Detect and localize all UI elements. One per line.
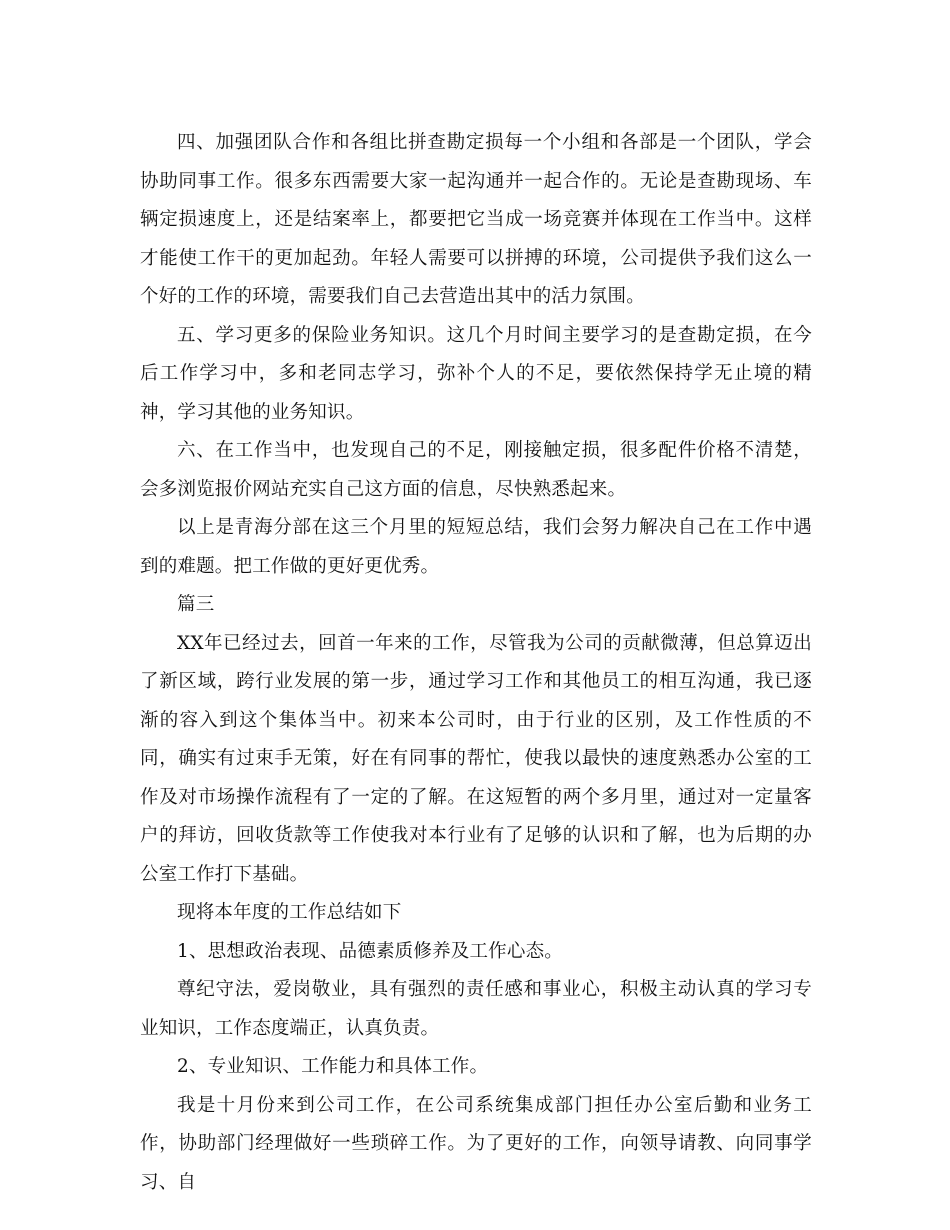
paragraph-summary-intro: 现将本年度的工作总结如下 bbox=[177, 902, 402, 923]
paragraph-year-review: XX年已经过去，回首一年来的工作，尽管我为公司的贡献微薄，但总算迈出了新区域，跨行业发展的第一步，通过学习工作和其他员工的相互沟通，我已逐渐的容入到这个集体当中。初来本公司时，由于行业的区别，及工作性质的不同，确实有过束手无策，好在有同事的帮忙，使我以最快的速度熟悉办公室的工作及对市场操作流程有了一定的了解。在这短暂的两个多月里，通过对一定量客户的拜访，回收货款等工作使我对本行业有了足够的认识和了解，也为后期的办公室工作打下基础。 bbox=[140, 632, 812, 885]
item-heading-1: 1、思想政治表现、品德素质修养及工作心态。 bbox=[177, 940, 563, 962]
paragraph-5-insurance-knowledge: 五、学习更多的保险业务知识。这几个月时间主要学习的是查勘定损，在今后工作学习中，多和老同志学习，弥补个人的不足，要依然保持学无止境的精神，学习其他的业务知识。 bbox=[140, 324, 812, 423]
item-heading-2: 2、专业知识、工作能力和具体工作。 bbox=[177, 1056, 489, 1077]
paragraph-summary-conclusion: 以上是青海分部在这三个月里的短短总结，我们会努力解决自己在工作中遇到的难题。把工作做的更好更优秀。 bbox=[140, 517, 812, 577]
document-body bbox=[140, 124, 812, 1202]
paragraph-4-teamwork: 四、加强团队合作和各组比拼查勘定损每一个小组和各部是一个团队，学会协助同事工作。很多东西需要大家一起沟通并一起合作的。无论是查勘现场、车辆定损速度上，还是结案率上，都要把它当成一场竞赛并体现在工作当中。这样才能使工作干的更加起劲。年轻人需要可以拼搏的环境，公司提供予我们这么一个好的工作的环境，需要我们自己去营造出其中的活力氛围。 bbox=[140, 132, 812, 307]
paragraph-6-shortcomings: 六、在工作当中，也发现自己的不足，刚接触定损，很多配件价格不清楚，会多浏览报价网站充实自己这方面的信息，尽快熟悉起来。 bbox=[140, 440, 812, 500]
section-heading-part-three: 篇三 bbox=[177, 594, 215, 615]
paragraph-item-1-body: 尊纪守法，爱岗敬业，具有强烈的责任感和事业心，积极主动认真的学习专业知识，工作态度端正，认真负责。 bbox=[140, 979, 812, 1039]
paragraph-item-2-body: 我是十月份来到公司工作，在公司系统集成部门担任办公室后勤和业务工作，协助部门经理做好一些琐碎工作。为了更好的工作，向领导请教、向同事学习、自 bbox=[140, 1094, 812, 1193]
